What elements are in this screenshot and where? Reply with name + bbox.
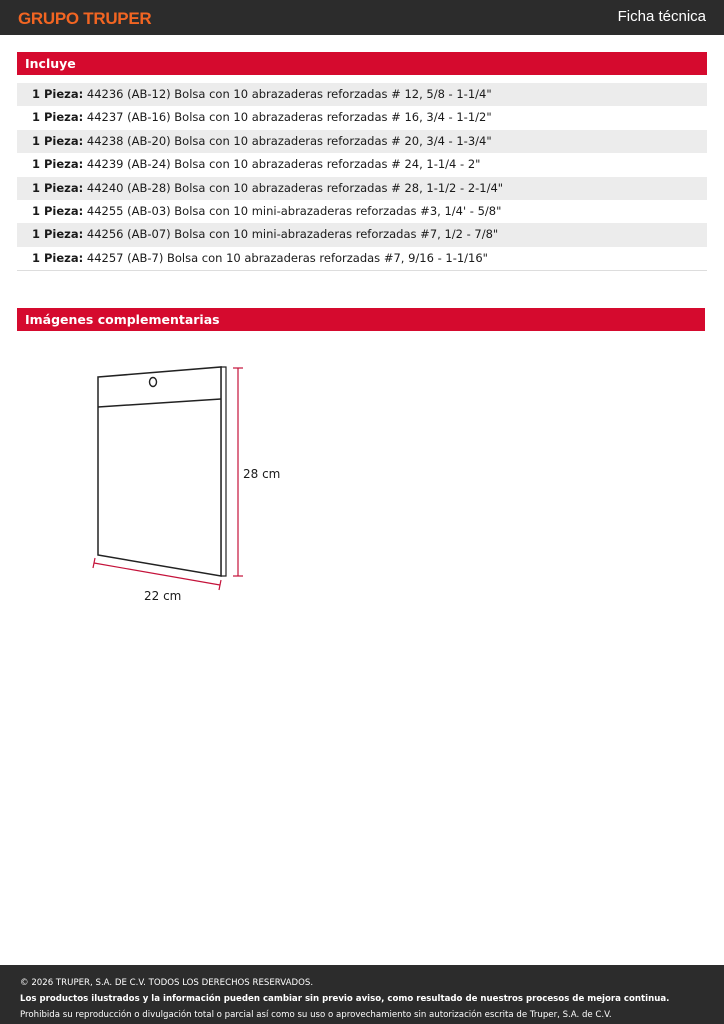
item-quantity-label: 1 Pieza: xyxy=(32,250,84,265)
list-item xyxy=(17,83,707,106)
height-dimension-label: 28 cm xyxy=(243,467,281,481)
footer-copyright: © 2026 TRUPER, S.A. DE C.V. TODOS LOS DERECHOS RESERVADOS. xyxy=(20,978,314,988)
includes-list xyxy=(17,83,707,270)
footer-notice: Los productos ilustrados y la información pueden cambiar sin previo aviso, como resultado de nuestros procesos de mejora continua. xyxy=(20,994,670,1004)
document-type-label: Ficha técnica xyxy=(617,8,706,25)
item-quantity-label: 1 Pieza: xyxy=(32,227,84,242)
item-description: 44256 (AB-07) Bolsa con 10 mini-abrazaderas reforzadas #7, 1/2 - 7/8" xyxy=(86,227,499,242)
item-quantity-label: 1 Pieza: xyxy=(32,110,84,125)
divider xyxy=(17,270,707,271)
footer xyxy=(0,965,724,1024)
item-description: 44238 (AB-20) Bolsa con 10 abrazaderas reforzadas # 20, 3/4 - 1-3/4" xyxy=(86,133,492,148)
item-quantity-label: 1 Pieza: xyxy=(32,157,84,172)
item-description: 44257 (AB-7) Bolsa con 10 abrazaderas reforzadas #7, 9/16 - 1-1/16" xyxy=(86,250,488,265)
bag-body xyxy=(98,367,221,576)
list-item xyxy=(17,153,707,176)
width-dimension-label: 22 cm xyxy=(144,589,182,603)
item-quantity-label: 1 Pieza: xyxy=(32,133,84,148)
item-quantity-label: 1 Pieza: xyxy=(32,87,84,101)
item-description: 44237 (AB-16) Bolsa con 10 abrazaderas reforzadas # 16, 3/4 - 1-1/2" xyxy=(86,110,492,125)
bag-dimensions-figure xyxy=(88,360,288,610)
footer-prohibition: Prohibida su reproducción o divulgación total o parcial así como su uso o aprovechamiento sin autorización escrita de Truper, S.A. de C.V. xyxy=(20,1010,612,1020)
list-item xyxy=(17,200,707,223)
item-description: 44240 (AB-28) Bolsa con 10 abrazaderas reforzadas # 28, 1-1/2 - 2-1/4" xyxy=(86,180,504,195)
item-description: 44236 (AB-12) Bolsa con 10 abrazaderas reforzadas # 12, 5/8 - 1-1/4" xyxy=(86,87,492,101)
list-item xyxy=(17,106,707,129)
item-description: 44239 (AB-24) Bolsa con 10 abrazaderas reforzadas # 24, 1-1/4 - 2" xyxy=(86,157,481,172)
list-item xyxy=(17,177,707,200)
item-quantity-label: 1 Pieza: xyxy=(32,180,84,195)
list-item xyxy=(17,247,707,270)
item-quantity-label: 1 Pieza: xyxy=(32,203,84,218)
list-item xyxy=(17,130,707,153)
list-item xyxy=(17,223,707,246)
section-header-incluye: Incluye xyxy=(17,52,707,75)
item-description: 44255 (AB-03) Bolsa con 10 mini-abrazaderas reforzadas #3, 1/4' - 5/8" xyxy=(86,203,502,218)
brand-logo: GRUPO TRUPER xyxy=(18,9,152,28)
section-header-imagenes: Imágenes complementarias xyxy=(17,308,705,331)
top-bar xyxy=(0,0,724,35)
bag-dimensions-icon xyxy=(88,360,288,610)
